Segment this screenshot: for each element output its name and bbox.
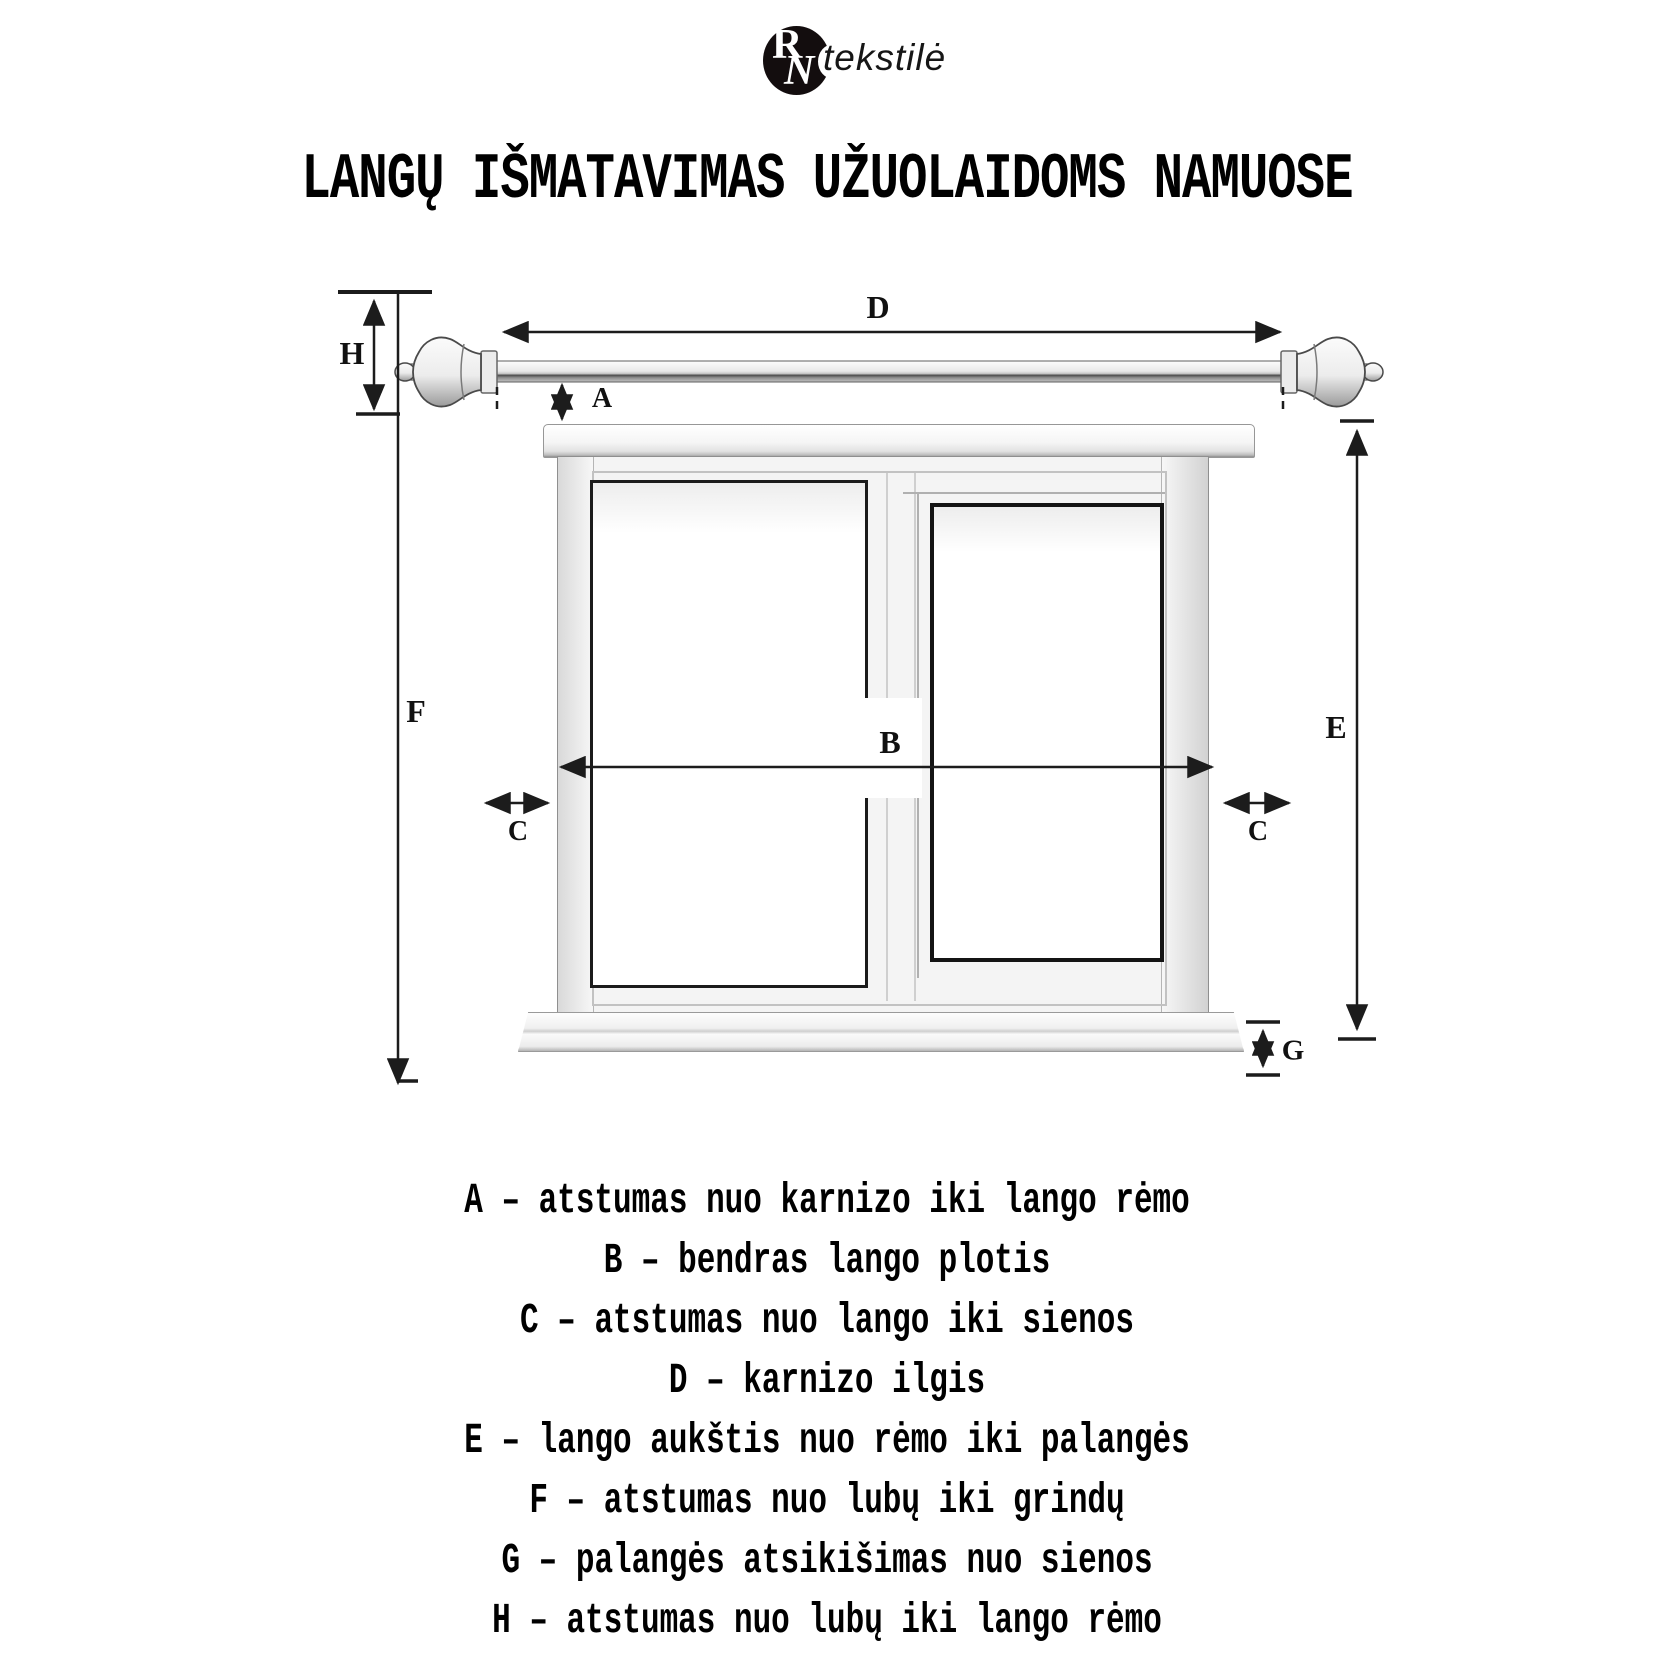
legend-item-d: D – karnizo ilgis [668,1357,986,1406]
curtain-rod [395,337,1383,406]
window-right-pane [930,503,1164,962]
legend-item-h: H – atstumas nuo lubų iki lango rėmo [492,1597,1162,1646]
label-g: G [1281,1034,1305,1067]
legend-item-c: C – atstumas nuo lango iki sienos [520,1297,1134,1346]
rod-finial-right [1281,337,1383,406]
label-d: D [866,289,890,325]
label-e: E [1325,709,1347,745]
legend-item-e: E – lango aukštis nuo rėmo iki palangės [464,1417,1190,1466]
logo-letter-r: R [772,22,803,68]
label-a: A [591,383,613,414]
label-c-right: C [1247,816,1269,847]
label-c-left: C [507,816,529,847]
window-frame-right-shade [1161,457,1208,1012]
window-left-pane [590,480,868,988]
window-sill [518,1012,1244,1052]
legend-item-b: B – bendras lango plotis [603,1237,1051,1286]
rod-finial-left [395,337,497,406]
legend-item-g: G – palangės atsikišimas nuo sienos [501,1537,1153,1586]
logo-wordmark: tekstilė [823,37,947,78]
logo [0,0,1654,120]
page-title: LANGŲ IŠMATAVIMAS UŽUOLAIDOMS NAMUOSE [301,143,1353,217]
window-frame-left-shade [558,457,594,1012]
legend-item-a: A – atstumas nuo karnizo iki lango rėmo [464,1177,1190,1226]
label-h: H [339,335,365,371]
window-crown-molding [543,424,1255,458]
legend-item-f: F – atstumas nuo lubų iki grindų [529,1477,1125,1526]
window-sash-bevel-top [903,492,1165,494]
logo-letter-n: N [784,48,815,94]
label-b: B [879,724,901,760]
label-f: F [406,693,426,729]
